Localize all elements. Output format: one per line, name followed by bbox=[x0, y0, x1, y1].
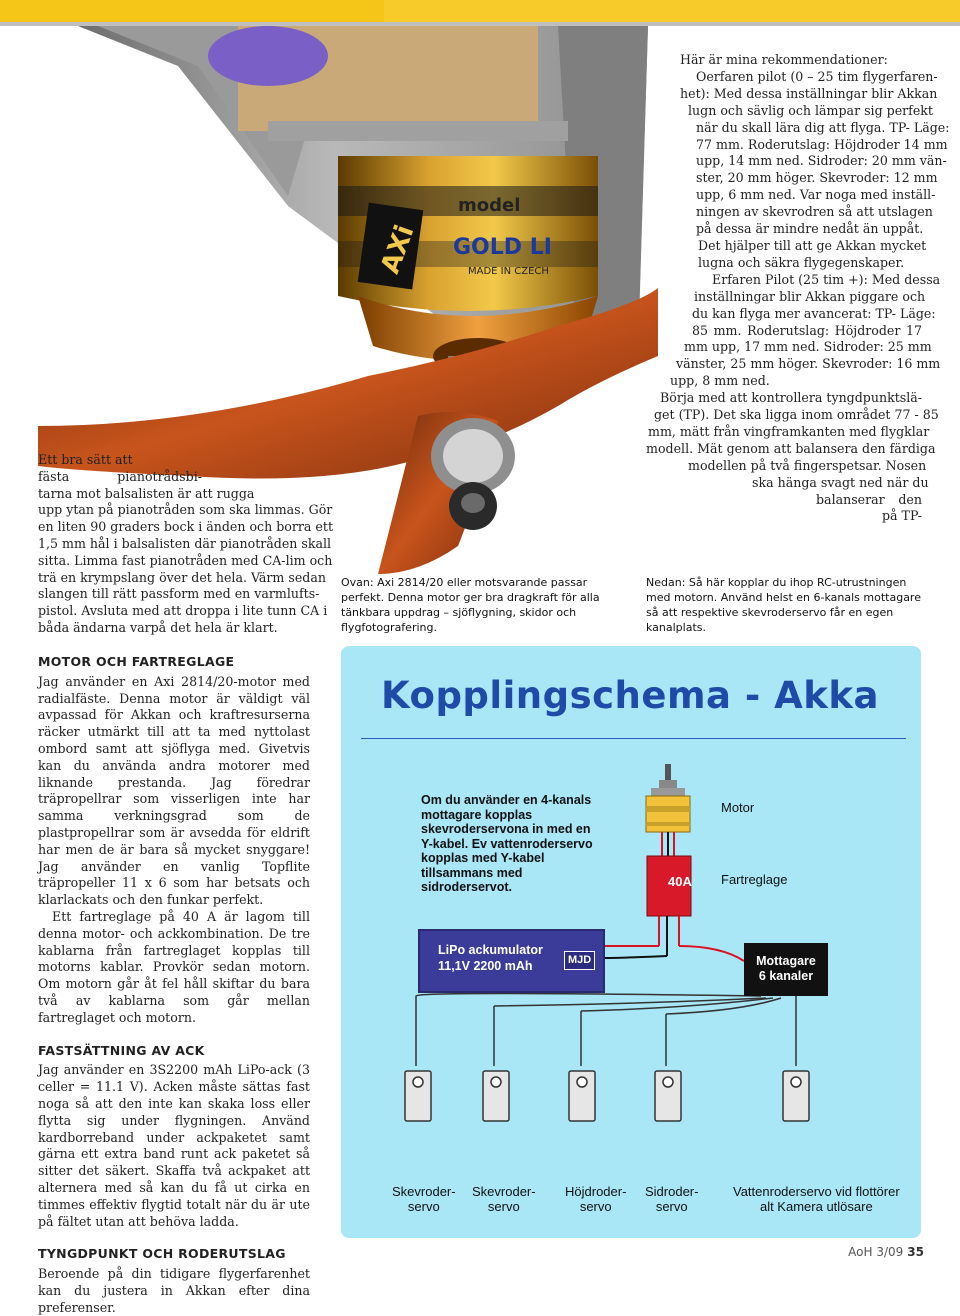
servo-label-line: Höjdroder- bbox=[565, 1184, 627, 1199]
photo-caption bbox=[341, 575, 623, 635]
text-line: lugna och säkra flygegenskaper. bbox=[698, 254, 905, 270]
text-line: ningen av skevrodren så att utslagen bbox=[696, 204, 933, 220]
page-number: 35 bbox=[907, 1245, 924, 1259]
caption-line: fästa pianotrådsbi- bbox=[38, 468, 202, 484]
section-heading-tp: TYNGDPUNKT OCH RODERUTSLAG bbox=[38, 1246, 286, 1262]
servo-label-line: servo bbox=[407, 1199, 440, 1214]
caption-line: Ett bra sätt att bbox=[38, 452, 133, 467]
text-line: när du skall lära dig att flyga. TP- Läge: bbox=[696, 119, 950, 135]
caption-line: båda ändarna varpå det hela är klart. bbox=[38, 619, 278, 635]
text-line: Erfaren Pilot (25 tim +): Med dessa bbox=[712, 271, 941, 287]
ack-paragraph: Jag använder en 3S2200 mAh LiPo-ack (3 celler = 11.1 V). Acken måste sättas fast noga så att den inte kan skaka loss eller flytta sig under flygningen. Använd kardborreband under ackpaketet samt gärna ett extra band runt ack paketet så sitter det säkert. Skaffa två ackpaket att alternera med så kan du få ut cirka en timmes effektiv flygtid totalt när du är ute på fältet utan att behöva ladda. bbox=[38, 1062, 310, 1229]
motor-paragraph-2: Ett fartreglage på 40 A är lagom till denna motor- och ackkombination. De tre kablarna från fartreglaget kopplas till motorns kablar. Provkör sedan motorn. Om motorn går åt fel håll skiftar du bara två av kablarna som går mellan fartreglaget och motorn. bbox=[38, 908, 310, 1025]
diagram-caption bbox=[646, 575, 926, 635]
servo-label-line: Skevroder- bbox=[472, 1184, 536, 1199]
caption-line: 1,5 mm hål i balsalisten där pianotråden skall bbox=[38, 535, 332, 551]
servo-label-aileron-left bbox=[392, 1184, 456, 1214]
left-photo-caption bbox=[38, 452, 333, 637]
wiring-diagram bbox=[341, 646, 921, 1238]
diagram-title: Kopplingschema - Akka bbox=[381, 674, 879, 717]
battery-brand-badge: MJD bbox=[564, 951, 595, 970]
section-heading-ack: FASTSÄTTNING AV ACK bbox=[38, 1042, 205, 1058]
servo-label-rudder bbox=[645, 1184, 698, 1214]
caption-line: trä en krympslang över det hela. Värm sedan bbox=[38, 569, 326, 585]
servo-label-line: alt Kamera utlösare bbox=[759, 1199, 873, 1214]
servo-label-line: Vattenroderservo vid flottörer bbox=[733, 1184, 900, 1199]
svg-text:GOLD LI: GOLD LI bbox=[453, 235, 552, 260]
text-line: inställningar blir Akkan piggare och bbox=[694, 288, 926, 304]
text-line: Börja med att kontrollera tyngdpunktslä- bbox=[660, 390, 923, 406]
recommendations-text bbox=[646, 52, 950, 525]
text-line: Här är mina rekommendationer: bbox=[680, 52, 888, 67]
text-line: på TP- bbox=[881, 508, 922, 524]
text-line: 77 mm. Roderutslag: Höjdroder 14 mm bbox=[696, 136, 948, 152]
text-line: Det hjälper till att ge Akkan mycket bbox=[698, 237, 927, 253]
battery-line-1: LiPo ackumulator bbox=[438, 943, 543, 957]
diagram-note: Om du använder en 4-kanals mottagare kopplas skevroderservona in med en Y-kabel. Ev vattenroderservo kopplas med Y-kabel tillsammans med sidroderservot. bbox=[421, 793, 593, 894]
text-line: vänster, 25 mm höger. Skevroder: 16 mm bbox=[676, 356, 941, 372]
text-line: 85 mm. Roderutslag: Höjdroder 17 bbox=[692, 322, 922, 338]
caption-line: slangen till rätt passform med en varmlufts- bbox=[38, 586, 320, 602]
caption-line: en liten 90 graders bock i änden och borra ett bbox=[38, 519, 333, 535]
tp-paragraph: Beroende på din tidigare flygerfarenhet kan du justera in Akkan efter dina preferenser. bbox=[38, 1266, 310, 1315]
text-line: mm, mätt från vingframkanten med flygklar bbox=[648, 423, 930, 439]
servo-graphics bbox=[405, 1071, 809, 1121]
diagram-caption-text: Nedan: Så här kopplar du ihop RC-utrustningen med motorn. Använd helst en 6-kanals mottagare så att respektive skevroderservo får en egen kanalplats. bbox=[646, 576, 921, 634]
receiver-box bbox=[744, 943, 828, 996]
text-line: het): Med dessa inställningar blir Akkan bbox=[680, 85, 938, 101]
caption-line: tarna mot balsalisten är att rugga bbox=[38, 485, 255, 501]
text-line: balanserar den bbox=[816, 491, 922, 507]
servo-label-elevator bbox=[565, 1184, 626, 1214]
caption-line: pistol. Avsluta med att droppa i lite tunn CA i bbox=[38, 603, 328, 619]
servo-label-line: Skevroder- bbox=[392, 1184, 456, 1199]
svg-text:AXi: AXi bbox=[375, 221, 421, 278]
servo-label-water-rudder bbox=[733, 1184, 900, 1214]
text-line: upp, 8 mm ned. bbox=[670, 373, 770, 389]
text-line: lugn och sävlig och lämpar sig perfekt bbox=[688, 102, 933, 118]
text-line: Oerfaren pilot (0 – 25 tim flygerfaren- bbox=[696, 68, 938, 84]
motor-paragraph-1: Jag använder en Axi 2814/20-motor med radialfäste. Denna motor är väldigt väl avpassad för Akkan och kraftresurserna räcker utmärkt till att ta med nyttolast ombord samt att sjöflyga med. Givetvis kan du använda andra motorer med liknande prestanda. Jag föredrar träpropellrar som visserligen inte har samma verkningsgrad som de plastpropellrar som är avsedda för eldrift har men de är bara så mycket snyggare! Jag använder en vanlig Topflite träpropeller 11 x 6 som har betsats och klarlackats och den funkar perfekt. bbox=[38, 673, 310, 908]
text-line: modell. Mät genom att balansera den färdiga bbox=[646, 440, 936, 456]
caption-line: upp ytan på pianotråden som ska limmas. Gör bbox=[38, 502, 333, 518]
receiver-line-2: 6 kanaler bbox=[758, 969, 814, 983]
text-line: upp, 6 mm ned. Var noga med inställ- bbox=[696, 187, 936, 203]
issue-label: AoH 3/09 bbox=[848, 1245, 904, 1259]
text-line: modellen på två fingerspetsar. Nosen bbox=[688, 457, 927, 473]
servo-label-line: Sidroder- bbox=[645, 1184, 699, 1199]
text-line: ska hänga svagt ned när du bbox=[752, 474, 929, 490]
text-line: du kan flyga mer avancerat: TP- Läge: bbox=[692, 305, 936, 321]
text-line: mm upp, 17 mm ned. Sidroder: 25 mm bbox=[684, 339, 932, 355]
battery-line-2: 11,1V 2200 mAh bbox=[438, 959, 533, 973]
servo-label-line: servo bbox=[487, 1199, 520, 1214]
caption-line: sitta. Limma fast pianotråden med CA-lim och bbox=[38, 552, 333, 568]
text-line: upp, 14 mm ned. Sidroder: 20 mm vän- bbox=[696, 153, 947, 169]
servo-label-line: servo bbox=[655, 1199, 688, 1214]
photo-caption-text: Ovan: Axi 2814/20 eller motsvarande passar perfekt. Denna motor ger bra dragkraft för alla tänkbara uppdrag – sjöflygning, skidor och flygfotografering. bbox=[341, 576, 600, 634]
page-footer bbox=[848, 1245, 924, 1259]
section-heading-motor: MOTOR OCH FARTREGLAGE bbox=[38, 654, 235, 669]
svg-text:model: model bbox=[458, 195, 521, 216]
servo-label-aileron-right bbox=[472, 1184, 536, 1214]
receiver-line-1: Mottagare bbox=[756, 954, 816, 968]
body-left-column bbox=[38, 654, 310, 1316]
battery-box bbox=[418, 929, 605, 993]
motor-label: Motor bbox=[721, 800, 755, 815]
text-line: på dessa är mindre nedåt än uppåt. bbox=[696, 221, 924, 237]
motor-graphic bbox=[646, 764, 690, 832]
esc-label: Fartreglage bbox=[721, 872, 788, 887]
svg-text:MADE IN CZECH: MADE IN CZECH bbox=[468, 266, 549, 277]
servo-label-line: servo bbox=[579, 1199, 612, 1214]
text-line: get (TP). Det ska ligga inom området 77 - 85 bbox=[654, 407, 939, 423]
esc-badge: 40A bbox=[668, 874, 692, 889]
text-line: ster, 20 mm höger. Skevroder: 12 mm bbox=[696, 170, 938, 186]
